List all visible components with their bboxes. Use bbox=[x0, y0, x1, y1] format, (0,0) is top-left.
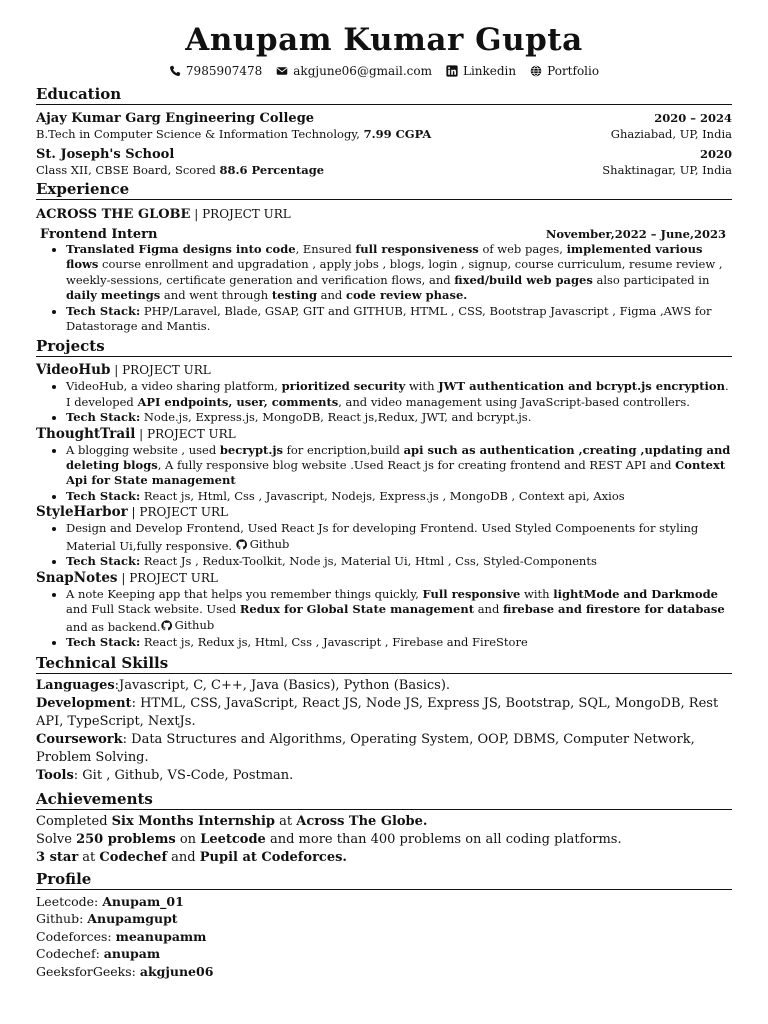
list-item: • Translated Figma designs into code, Ensured full responsiveness of web pages, implemented various flows course enrollment and upgradation , apply jobs , blogs, login , signup, course curriculum, resume review , weekly-sessions, certificate generation and verification flows, and fixed/build web pages also participated in daily meetings and went through testing and code review phase. bbox=[66, 242, 732, 304]
project-url-link[interactable]: | PROJECT URL bbox=[117, 570, 218, 585]
project-title: SnapNotes | PROJECT URL bbox=[36, 569, 218, 586]
skills-block bbox=[36, 677, 732, 785]
portfolio-label: Portfolio bbox=[547, 64, 600, 78]
skill-coursework: Coursework: Data Structures and Algorithms, Operating System, OOP, DBMS, Computer Network, Problem Solving. bbox=[36, 731, 695, 765]
degree-text: B.Tech in Computer Science & Information Technology, 7.99 CGPA bbox=[36, 127, 432, 141]
school-location: Shaktinagar, UP, India bbox=[602, 163, 732, 177]
role-dates: November,2022 – June,2023 bbox=[545, 227, 726, 241]
email-contact[interactable] bbox=[276, 62, 432, 80]
email-address: akgjune06@gmail.com bbox=[293, 64, 432, 78]
project-url-link[interactable]: | PROJECT URL bbox=[190, 207, 291, 221]
school-name: Ajay Kumar Garg Engineering College bbox=[36, 111, 315, 126]
project-bullets bbox=[36, 521, 732, 569]
linkedin-link[interactable] bbox=[446, 62, 516, 80]
list-item: • Tech Stack: React js, Html, Css , Javascript, Nodejs, Express.js , MongoDB , Context api, Axios bbox=[66, 489, 732, 504]
list-item: • Tech Stack: PHP/Laravel, Blade, GSAP, GIT and GITHUB, HTML , CSS, Bootstrap Javascript , Figma ,AWS for Datastorage and Mantis. bbox=[66, 304, 732, 335]
contact-bar bbox=[36, 62, 732, 80]
project-bullets bbox=[36, 379, 732, 425]
cgpa: 7.99 CGPA bbox=[363, 127, 432, 141]
list-item: • A note Keeping app that helps you remember things quickly, Full responsive with lightMode and Darkmode and Full Stack website. Used Redux for Global State management and firebase and firestore for database and as backend. Github bbox=[66, 587, 732, 635]
project-url-link[interactable]: | PROJECT URL bbox=[110, 363, 211, 378]
achievement-item: Solve 250 problems on Leetcode and more than 400 problems on all coding platforms. bbox=[36, 831, 622, 847]
profile-item[interactable]: Leetcode: Anupam_01 bbox=[36, 893, 184, 909]
project-url-link[interactable]: | PROJECT URL bbox=[135, 426, 236, 441]
list-item: • VideoHub, a video sharing platform, prioritized security with JWT authentication and bcrypt.js encryption. I developed API endpoints, user, comments, and video management using JavaScript-based controllers. bbox=[66, 379, 732, 410]
github-link[interactable]: Github bbox=[236, 537, 290, 552]
experience-org bbox=[36, 205, 732, 224]
email-icon bbox=[276, 65, 288, 77]
projects-heading: Projects bbox=[36, 337, 732, 357]
portfolio-link[interactable] bbox=[530, 62, 599, 80]
skill-development: Development: HTML, CSS, JavaScript, React JS, Node JS, Express JS, Bootstrap, SQL, MongoDB, Rest API, TypeScript, NextJs. bbox=[36, 695, 719, 729]
achievements-block bbox=[36, 813, 732, 867]
list-item: • Tech Stack: React js, Redux js, Html, Css , Javascript , Firebase and FireStore bbox=[66, 635, 732, 650]
education-dates: 2020 bbox=[699, 147, 732, 161]
list-item: • Tech Stack: Node.js, Express.js, MongoDB, React js,Redux, JWT, and bcrypt.js. bbox=[66, 410, 732, 425]
profile-heading: Profile bbox=[36, 870, 732, 890]
linkedin-icon bbox=[446, 65, 458, 77]
education-heading: Education bbox=[36, 85, 732, 105]
experience-bullets bbox=[36, 242, 732, 334]
list-item: • Tech Stack: React Js , Redux-Toolkit, Node js, Material Ui, Html , Css, Styled-Components bbox=[66, 554, 732, 569]
project-url-link[interactable]: | PROJECT URL bbox=[127, 505, 229, 520]
profile-item[interactable]: GeeksforGeeks: akgjune06 bbox=[36, 963, 214, 979]
profile-block bbox=[36, 893, 732, 981]
achievement-item: Completed Six Months Internship at Across The Globe. bbox=[36, 813, 428, 829]
globe-icon bbox=[530, 65, 542, 77]
education-entry bbox=[36, 147, 732, 177]
school-location: Ghaziabad, UP, India bbox=[610, 127, 732, 141]
project-bullets bbox=[36, 443, 732, 505]
project-title: VideoHub | PROJECT URL bbox=[36, 362, 211, 379]
company-name: ACROSS THE GLOBE bbox=[36, 207, 191, 222]
skill-tools: Tools: Git , Github, VS-Code, Postman. bbox=[36, 767, 294, 783]
achievements-heading: Achievements bbox=[36, 790, 732, 810]
percentage: 88.6 Percentage bbox=[219, 163, 325, 177]
github-icon bbox=[161, 620, 172, 631]
achievement-item: 3 star at Codechef and Pupil at Codeforces. bbox=[36, 849, 347, 865]
github-link[interactable]: Github bbox=[161, 618, 215, 633]
skills-heading: Technical Skills bbox=[36, 654, 732, 674]
list-item: • Design and Develop Frontend, Used React Js for developing Frontend. Used Styled Compoenents for styling Material Ui,fully responsive. Github bbox=[66, 521, 732, 554]
project-title: ThoughtTrail | PROJECT URL bbox=[36, 425, 236, 442]
experience-heading: Experience bbox=[36, 180, 732, 200]
resume-page bbox=[36, 20, 732, 980]
phone-number: 7985907478 bbox=[185, 64, 263, 78]
education-entry bbox=[36, 111, 732, 141]
phone-icon bbox=[169, 65, 181, 77]
list-item: • A blogging website , used becrypt.js for encription,build api such as authentication ,creating ,updating and deleting blogs, A fully responsive blog website .Used React js for creating frontend and REST API and Context Api for State management bbox=[66, 443, 732, 489]
profile-item[interactable]: Codechef: anupam bbox=[36, 946, 161, 962]
candidate-name: Anupam Kumar Gupta bbox=[185, 22, 583, 58]
role-title: Frontend Intern bbox=[40, 227, 158, 242]
role-row bbox=[36, 227, 732, 242]
school-name: St. Joseph's School bbox=[36, 147, 175, 162]
profile-item[interactable]: Github: Anupamgupt bbox=[36, 911, 178, 927]
profile-item[interactable]: Codeforces: meanupamm bbox=[36, 928, 207, 944]
project-title: StyleHarbor | PROJECT URL bbox=[36, 504, 229, 521]
project-bullets bbox=[36, 587, 732, 651]
education-dates: 2020 – 2024 bbox=[654, 111, 732, 125]
github-icon bbox=[236, 539, 247, 550]
skill-languages: Languages:Javascript, C, C++, Java (Basics), Python (Basics). bbox=[36, 677, 451, 693]
degree-text: Class XII, CBSE Board, Scored 88.6 Percentage bbox=[36, 163, 325, 177]
phone-contact[interactable] bbox=[169, 62, 262, 80]
linkedin-label: Linkedin bbox=[462, 64, 517, 78]
